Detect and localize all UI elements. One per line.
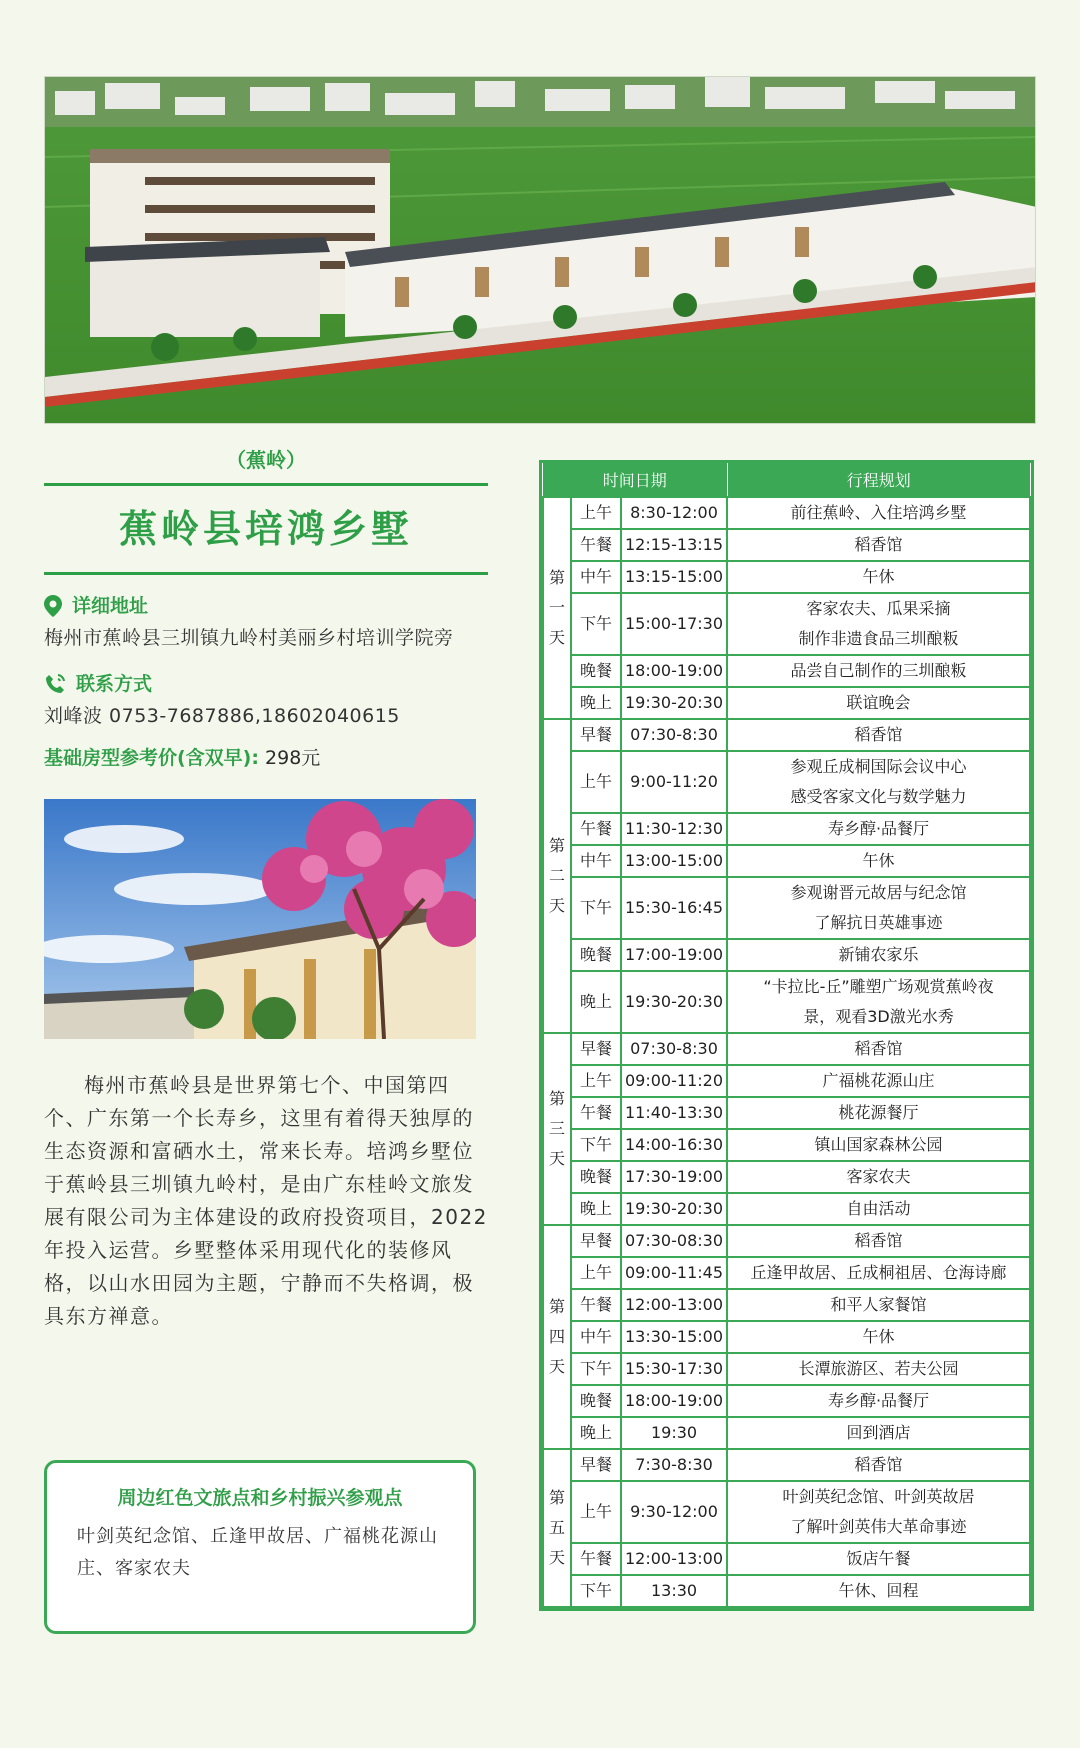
schedule-row (543, 1161, 1030, 1193)
period-cell: 下午 (571, 1129, 621, 1161)
contact-label (44, 669, 488, 699)
time-cell: 12:15-13:15 (621, 529, 727, 561)
period-cell: 晚上 (571, 687, 621, 719)
time-cell: 7:30-8:30 (621, 1449, 727, 1481)
schedule-row (543, 1193, 1030, 1225)
day-label: 第 四 天 (543, 1225, 571, 1449)
plan-cell: 寿乡醇·品餐厅 (727, 1385, 1030, 1417)
plan-cell: 午休 (727, 845, 1030, 877)
plan-cell: 前往蕉岭、入住培鸿乡墅 (727, 497, 1030, 529)
contact-text: 刘峰波 0753-7687886,18602040615 (44, 705, 400, 727)
time-cell: 13:30-15:00 (621, 1321, 727, 1353)
address-text: 梅州市蕉岭县三圳镇九岭村美丽乡村培训学院旁 (44, 627, 454, 649)
plan-cell: 联谊晚会 (727, 687, 1030, 719)
schedule-header (543, 463, 1030, 497)
time-cell: 19:30-20:30 (621, 687, 727, 719)
schedule-row (543, 1289, 1030, 1321)
schedule-row (543, 1257, 1030, 1289)
plan-cell: 参观丘成桐国际会议中心 感受客家文化与数学魅力 (727, 751, 1030, 813)
plan-cell: 和平人家餐馆 (727, 1289, 1030, 1321)
plan-cell: 品尝自己制作的三圳酿粄 (727, 655, 1030, 687)
schedule-row (543, 1129, 1030, 1161)
plan-cell: 回到酒店 (727, 1417, 1030, 1449)
time-cell: 19:30-20:30 (621, 1193, 727, 1225)
plan-cell: “卡拉比-丘”雕塑广场观赏蕉岭夜 景，观看3D激光水秀 (727, 971, 1030, 1033)
plan-cell: 叶剑英纪念馆、叶剑英故居 了解叶剑英伟大革命事迹 (727, 1481, 1030, 1543)
period-cell: 午餐 (571, 1289, 621, 1321)
time-cell: 07:30-08:30 (621, 1225, 727, 1257)
divider (44, 572, 488, 575)
contact-label-text: 联系方式 (76, 673, 153, 695)
plan-cell: 午休 (727, 1321, 1030, 1353)
time-cell: 13:00-15:00 (621, 845, 727, 877)
schedule-row (543, 1385, 1030, 1417)
address-label-text: 详细地址 (72, 595, 149, 617)
schedule-row (543, 1543, 1030, 1575)
plan-cell: 稻香馆 (727, 1449, 1030, 1481)
period-cell: 上午 (571, 1065, 621, 1097)
period-cell: 下午 (571, 1353, 621, 1385)
time-cell: 12:00-13:00 (621, 1289, 727, 1321)
time-cell: 15:30-16:45 (621, 877, 727, 939)
time-cell: 09:00-11:45 (621, 1257, 727, 1289)
schedule-row (543, 1033, 1030, 1065)
schedule-row (543, 1321, 1030, 1353)
time-cell: 9:00-11:20 (621, 751, 727, 813)
period-cell: 午餐 (571, 1097, 621, 1129)
period-cell: 上午 (571, 1257, 621, 1289)
hero-photo (44, 76, 1036, 424)
schedule-row (543, 1353, 1030, 1385)
schedule-row (543, 497, 1030, 529)
period-cell: 中午 (571, 561, 621, 593)
time-cell: 07:30-8:30 (621, 719, 727, 751)
plan-cell: 客家农夫、瓜果采摘 制作非遗食品三圳酿粄 (727, 593, 1030, 655)
description: 梅州市蕉岭县是世界第七个、中国第四个、广东第一个长寿乡，这里有着得天独厚的生态资源和富硒水土，常来长寿。培鸿乡墅位于蕉岭县三圳镇九岭村，是由广东桂岭文旅发展有限公司为主体建设的政府投资项目，2022年投入运营。乡墅整体采用现代化的装修风格，以山水田园为主题，宁静而不失格调，极具东方禅意。 (44, 1073, 488, 1328)
plan-cell: 稻香馆 (727, 1225, 1030, 1257)
time-cell: 11:40-13:30 (621, 1097, 727, 1129)
period-cell: 下午 (571, 1575, 621, 1607)
schedule-row (543, 845, 1030, 877)
schedule-row (543, 939, 1030, 971)
plan-cell: 饭店午餐 (727, 1543, 1030, 1575)
time-cell: 17:30-19:00 (621, 1161, 727, 1193)
day-label: 第 五 天 (543, 1449, 571, 1607)
schedule-row (543, 687, 1030, 719)
period-cell: 中午 (571, 1321, 621, 1353)
plan-cell: 稻香馆 (727, 719, 1030, 751)
schedule-row (543, 813, 1030, 845)
nearby-title: 周边红色文旅点和乡村振兴参观点 (117, 1487, 403, 1509)
period-cell: 早餐 (571, 1225, 621, 1257)
plan-cell: 新铺农家乐 (727, 939, 1030, 971)
schedule-row (543, 719, 1030, 751)
period-cell: 上午 (571, 497, 621, 529)
period-cell: 午餐 (571, 529, 621, 561)
schedule-row (543, 1225, 1030, 1257)
nearby-text: 叶剑英纪念馆、丘逢甲故居、广福桃花源山庄、客家农夫 (77, 1526, 438, 1579)
period-cell: 晚上 (571, 971, 621, 1033)
schedule-row (543, 1065, 1030, 1097)
plan-cell: 参观谢晋元故居与纪念馆 了解抗日英雄事迹 (727, 877, 1030, 939)
schedule-row (543, 1097, 1030, 1129)
period-cell: 晚上 (571, 1193, 621, 1225)
time-cell: 07:30-8:30 (621, 1033, 727, 1065)
schedule-row (543, 1481, 1030, 1543)
schedule-row (543, 1575, 1030, 1607)
schedule-row (543, 529, 1030, 561)
period-cell: 晚餐 (571, 1385, 621, 1417)
plan-cell: 广福桃花源山庄 (727, 1065, 1030, 1097)
schedule-row (543, 593, 1030, 655)
period-cell: 早餐 (571, 1033, 621, 1065)
blossom-photo (44, 799, 476, 1039)
schedule-row (543, 561, 1030, 593)
hotel-info (44, 445, 488, 1333)
time-cell: 15:30-17:30 (621, 1353, 727, 1385)
address-label (44, 591, 488, 621)
period-cell: 午餐 (571, 1543, 621, 1575)
plan-cell: 寿乡醇·品餐厅 (727, 813, 1030, 845)
time-cell: 19:30 (621, 1417, 727, 1449)
price-label: 基础房型参考价(含双早): (44, 747, 259, 769)
time-cell: 18:00-19:00 (621, 1385, 727, 1417)
plan-cell: 午休、回程 (727, 1575, 1030, 1607)
plan-cell: 稻香馆 (727, 1033, 1030, 1065)
schedule-row (543, 655, 1030, 687)
price-value: 298元 (265, 747, 321, 769)
period-cell: 早餐 (571, 1449, 621, 1481)
day-label: 第 三 天 (543, 1033, 571, 1225)
time-cell: 9:30-12:00 (621, 1481, 727, 1543)
time-cell: 13:30 (621, 1575, 727, 1607)
period-cell: 上午 (571, 1481, 621, 1543)
plan-cell: 午休 (727, 561, 1030, 593)
time-cell: 19:30-20:30 (621, 971, 727, 1033)
time-cell: 09:00-11:20 (621, 1065, 727, 1097)
schedule-row (543, 751, 1030, 813)
time-cell: 18:00-19:00 (621, 655, 727, 687)
schedule-row (543, 1417, 1030, 1449)
tagline: （蕉岭） (226, 448, 306, 472)
period-cell: 下午 (571, 877, 621, 939)
period-cell: 晚餐 (571, 655, 621, 687)
period-cell: 上午 (571, 751, 621, 813)
phone-icon (44, 673, 66, 695)
period-cell: 早餐 (571, 719, 621, 751)
time-cell: 13:15-15:00 (621, 561, 727, 593)
time-cell: 15:00-17:30 (621, 593, 727, 655)
schedule-row (543, 971, 1030, 1033)
plan-cell: 长潭旅游区、若夫公园 (727, 1353, 1030, 1385)
period-cell: 午餐 (571, 813, 621, 845)
schedule-table (539, 460, 1034, 1611)
time-cell: 14:00-16:30 (621, 1129, 727, 1161)
day-label: 第 一 天 (543, 497, 571, 719)
day-label: 第 二 天 (543, 719, 571, 1033)
period-cell: 下午 (571, 593, 621, 655)
time-cell: 17:00-19:00 (621, 939, 727, 971)
plan-cell: 客家农夫 (727, 1161, 1030, 1193)
period-cell: 晚餐 (571, 939, 621, 971)
location-pin-icon (44, 595, 62, 617)
nearby-box (44, 1460, 476, 1634)
plan-cell: 桃花源餐厅 (727, 1097, 1030, 1129)
period-cell: 中午 (571, 845, 621, 877)
period-cell: 晚餐 (571, 1161, 621, 1193)
page-title: 蕉岭县培鸿乡墅 (118, 507, 413, 551)
schedule-row (543, 1449, 1030, 1481)
time-cell: 12:00-13:00 (621, 1543, 727, 1575)
plan-cell: 镇山国家森林公园 (727, 1129, 1030, 1161)
price-line (44, 743, 488, 773)
period-cell: 晚上 (571, 1417, 621, 1449)
schedule-row (543, 877, 1030, 939)
plan-cell: 稻香馆 (727, 529, 1030, 561)
header-time: 时间日期 (543, 463, 727, 497)
plan-cell: 丘逢甲故居、丘成桐祖居、仓海诗廊 (727, 1257, 1030, 1289)
plan-cell: 自由活动 (727, 1193, 1030, 1225)
time-cell: 11:30-12:30 (621, 813, 727, 845)
time-cell: 8:30-12:00 (621, 497, 727, 529)
header-plan: 行程规划 (727, 463, 1030, 497)
